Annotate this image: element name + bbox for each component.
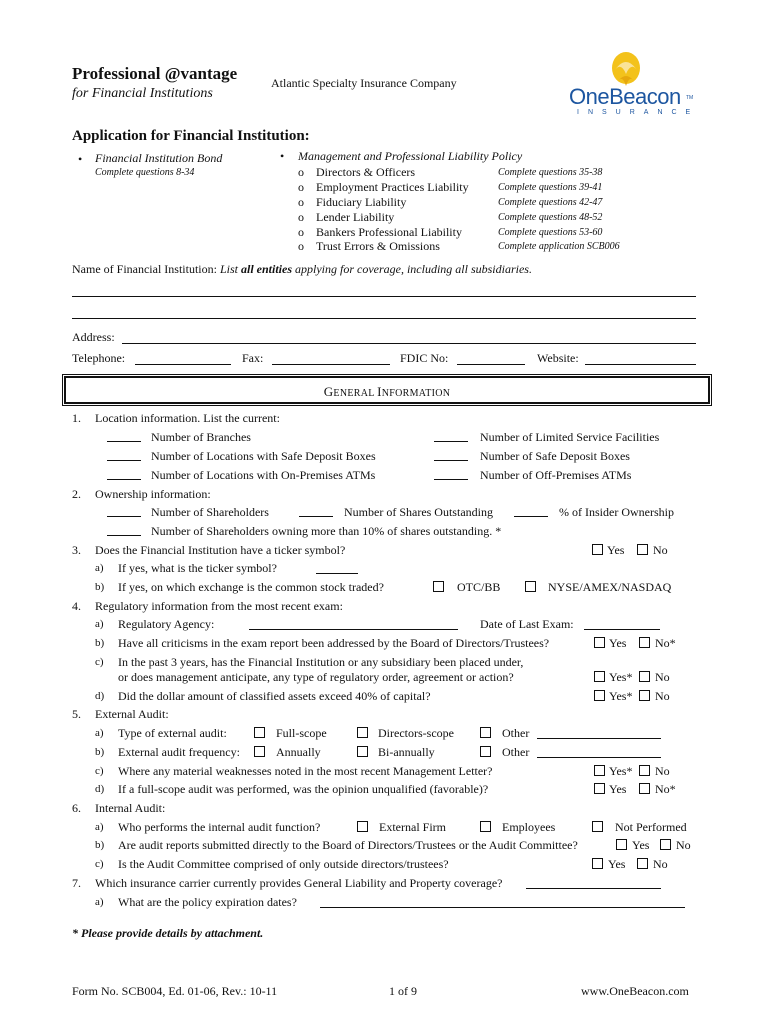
nyse-label: NYSE/AMEX/NASDAQ — [548, 580, 672, 594]
q4c-no-label: No — [655, 670, 670, 684]
q4c-yes-label: Yes* — [609, 670, 633, 684]
directors-scope-label: Directors-scope — [378, 726, 454, 740]
q5c-label: c) — [95, 765, 104, 777]
nyse-checkbox[interactable] — [525, 581, 536, 592]
shareholders-field[interactable] — [107, 516, 141, 517]
q4a-label: a) — [95, 618, 104, 630]
q4d-label: d) — [95, 690, 105, 702]
q4b-yes-checkbox[interactable] — [594, 637, 605, 648]
bond-label: Financial Institution Bond — [95, 151, 223, 165]
q4d-no-label: No — [655, 689, 670, 703]
name-label: Name of Financial Institution: — [72, 262, 217, 276]
expiration-dates-field[interactable] — [320, 907, 685, 908]
insider-label: % of Insider Ownership — [559, 505, 674, 519]
q6b-no-label: No — [676, 838, 691, 852]
external-firm-label: External Firm — [379, 820, 446, 834]
policy-name: Trust Errors & Omissions — [316, 239, 440, 253]
telephone-field[interactable] — [135, 364, 231, 365]
safe-deposit-locations-field[interactable] — [107, 460, 141, 461]
q5a-text: Type of external audit: — [118, 726, 227, 740]
q4-number: 4. — [72, 599, 81, 613]
q5c-text: Where any material weaknesses noted in the most recent Management Letter? — [118, 764, 493, 778]
q5b-text: External audit frequency: — [118, 745, 240, 759]
q2-text: Ownership information: — [95, 487, 211, 501]
q4b-yes-label: Yes — [609, 636, 627, 650]
q4b-label: b) — [95, 637, 105, 649]
annually-checkbox[interactable] — [254, 746, 265, 757]
q7a-label: a) — [95, 896, 104, 908]
q4c-yes-checkbox[interactable] — [594, 671, 605, 682]
policy-name: Fiduciary Liability — [316, 195, 407, 209]
logo-text: OneBeacon — [569, 84, 681, 109]
title-part: G — [323, 384, 334, 399]
safe-deposit-locations-label: Number of Locations with Safe Deposit Boxes — [151, 449, 376, 463]
name-field-line-2[interactable] — [72, 318, 696, 319]
policy-row — [298, 239, 440, 254]
safe-boxes-label: Number of Safe Deposit Boxes — [480, 449, 630, 463]
page-number: 1 of 9 — [389, 984, 417, 998]
q6b-no-checkbox[interactable] — [660, 839, 671, 850]
application-heading: Application for Financial Institution: — [72, 128, 310, 144]
regulatory-agency-field[interactable] — [249, 629, 458, 630]
name-instruction — [72, 262, 532, 277]
name-field-line-1[interactable] — [72, 296, 696, 297]
exam-date-label: Date of Last Exam: — [480, 617, 574, 631]
q5d-yes-label: Yes — [609, 782, 627, 796]
fax-field[interactable] — [272, 364, 390, 365]
policy-name: Directors & Officers — [316, 165, 416, 179]
name-instr-post: applying for coverage, including all subsidiaries. — [295, 262, 532, 276]
other-scope-field[interactable] — [537, 738, 661, 739]
q6b-yes-label: Yes — [632, 838, 650, 852]
q2-number: 2. — [72, 487, 81, 501]
policy-questions: Complete questions 39-41 — [498, 182, 603, 193]
full-scope-label: Full-scope — [276, 726, 327, 740]
address-label: Address: — [72, 330, 115, 344]
q3a-label: a) — [95, 562, 104, 574]
q7-number: 7. — [72, 876, 81, 890]
circle-bullet-icon: o — [298, 180, 304, 194]
circle-bullet-icon: o — [298, 210, 304, 224]
q3-no-label: No — [653, 543, 668, 557]
attachment-note: * Please provide details by attachment. — [72, 926, 264, 940]
q3a-text: If yes, what is the ticker symbol? — [118, 561, 277, 575]
q6a-label: a) — [95, 821, 104, 833]
policy-row — [298, 180, 469, 195]
ten-percent-label: Number of Shareholders owning more than 10% of shares outstanding. * — [151, 524, 502, 538]
shares-field[interactable] — [299, 516, 333, 517]
q4d-yes-checkbox[interactable] — [594, 690, 605, 701]
otc-label: OTC/BB — [457, 580, 501, 594]
other-scope-label: Other — [502, 726, 530, 740]
policy-row — [298, 225, 462, 240]
q5c-no-label: No — [655, 764, 670, 778]
brand-subtitle: for Financial Institutions — [72, 86, 213, 101]
q4d-text: Did the dollar amount of classified assets exceed 40% of capital? — [118, 689, 431, 703]
circle-bullet-icon: o — [298, 195, 304, 209]
policy-name: Bankers Professional Liability — [316, 225, 462, 239]
bullet-icon: • — [78, 152, 83, 166]
employees-checkbox[interactable] — [480, 821, 491, 832]
title-part: I — [377, 384, 382, 399]
other-frequency-label: Other — [502, 745, 530, 759]
fax-label: Fax: — [242, 351, 264, 365]
general-information-banner — [64, 376, 710, 404]
not-performed-label: Not Performed — [615, 820, 687, 834]
telephone-label: Telephone: — [72, 351, 126, 365]
policy-name: Employment Practices Liability — [316, 180, 469, 194]
q4c-no-checkbox[interactable] — [639, 671, 650, 682]
circle-bullet-icon: o — [298, 239, 304, 253]
q3b-label: b) — [95, 581, 105, 593]
q4c-text-2: or does management anticipate, any type of regulatory order, agreement or action? — [118, 670, 514, 684]
form-number: Form No. SCB004, Ed. 01-06, Rev.: 10-11 — [72, 984, 278, 998]
q3-yes-checkbox[interactable] — [592, 544, 603, 555]
q7a-text: What are the policy expiration dates? — [118, 895, 297, 909]
bi-annually-label: Bi-annually — [378, 745, 435, 759]
name-instr-pre: List — [219, 262, 238, 276]
q5d-text: If a full-scope audit was performed, was the opinion unqualified (favorable)? — [118, 782, 489, 796]
external-firm-checkbox[interactable] — [357, 821, 368, 832]
circle-bullet-icon: o — [298, 165, 304, 179]
limited-field[interactable] — [434, 441, 468, 442]
q3-number: 3. — [72, 543, 81, 557]
section-title — [66, 384, 708, 400]
q4d-yes-label: Yes* — [609, 689, 633, 703]
policy-row — [298, 165, 416, 180]
bond-questions: Complete questions 8-34 — [95, 167, 195, 178]
mgmt-label: Management and Professional Liability Policy — [298, 149, 523, 163]
off-premises-atms-field[interactable] — [434, 479, 468, 480]
q4-text: Regulatory information from the most recent exam: — [95, 599, 343, 613]
q7-text: Which insurance carrier currently provides General Liability and Property coverage? — [95, 876, 503, 890]
policy-questions: Complete questions 42-47 — [498, 197, 603, 208]
q1-text: Location information. List the current: — [95, 411, 280, 425]
branches-label: Number of Branches — [151, 430, 251, 444]
q3b-text: If yes, on which exchange is the common stock traded? — [118, 580, 384, 594]
address-field[interactable] — [122, 343, 696, 344]
other-frequency-field[interactable] — [537, 757, 661, 758]
q3-no-checkbox[interactable] — [637, 544, 648, 555]
q6b-text: Are audit reports submitted directly to the Board of Directors/Trustees or the Audit Committee? — [118, 838, 578, 852]
policy-questions: Complete questions 35-38 — [498, 167, 603, 178]
q5d-no-checkbox[interactable] — [639, 783, 650, 794]
q5-text: External Audit: — [95, 707, 169, 721]
policy-questions: Complete questions 53-60 — [498, 227, 603, 238]
q5a-label: a) — [95, 727, 104, 739]
website-label: Website: — [537, 351, 579, 365]
onebeacon-logo — [565, 50, 705, 120]
ticker-field[interactable] — [316, 573, 358, 574]
q4a-text: Regulatory Agency: — [118, 617, 215, 631]
title-part: ENERAL — [333, 388, 378, 399]
q6a-text: Who performs the internal audit function? — [118, 820, 321, 834]
policy-questions: Complete application SCB006 — [498, 241, 620, 252]
name-instr-bold: all entities — [241, 262, 292, 276]
policy-row — [298, 195, 407, 210]
q5d-label: d) — [95, 783, 105, 795]
q6c-yes-label: Yes — [608, 857, 626, 871]
q5-number: 5. — [72, 707, 81, 721]
logo-tm: TM — [686, 95, 694, 101]
website-link[interactable]: www.OneBeacon.com — [581, 984, 689, 998]
otc-checkbox[interactable] — [433, 581, 444, 592]
q1-number: 1. — [72, 411, 81, 425]
q6c-no-label: No — [653, 857, 668, 871]
policy-questions: Complete questions 48-52 — [498, 212, 603, 223]
not-performed-checkbox[interactable] — [592, 821, 603, 832]
fdic-label: FDIC No: — [400, 351, 449, 365]
q6c-yes-checkbox[interactable] — [592, 858, 603, 869]
q5d-yes-checkbox[interactable] — [594, 783, 605, 794]
off-premises-atms-label: Number of Off-Premises ATMs — [480, 468, 632, 482]
bi-annually-checkbox[interactable] — [357, 746, 368, 757]
ten-percent-field[interactable] — [107, 535, 141, 536]
shareholders-label: Number of Shareholders — [151, 505, 269, 519]
shares-label: Number of Shares Outstanding — [344, 505, 493, 519]
insider-field[interactable] — [514, 516, 548, 517]
title-part: NFORMATION — [381, 388, 451, 399]
annually-label: Annually — [276, 745, 321, 759]
policy-name: Lender Liability — [316, 210, 395, 224]
brand-title: Professional @vantage — [72, 64, 238, 83]
employees-label: Employees — [502, 820, 556, 834]
on-premises-atms-field[interactable] — [107, 479, 141, 480]
q3-yes-label: Yes — [607, 543, 625, 557]
fdic-field[interactable] — [457, 364, 525, 365]
q6c-no-checkbox[interactable] — [637, 858, 648, 869]
other-scope-checkbox[interactable] — [480, 727, 491, 738]
q5c-no-checkbox[interactable] — [639, 765, 650, 776]
q6c-label: c) — [95, 858, 104, 870]
limited-label: Number of Limited Service Facilities — [480, 430, 660, 444]
q6c-text: Is the Audit Committee comprised of only outside directors/trustees? — [118, 857, 449, 871]
branches-field[interactable] — [107, 441, 141, 442]
q5c-yes-checkbox[interactable] — [594, 765, 605, 776]
website-field[interactable] — [585, 364, 696, 365]
logo-sub: INSURANCE — [577, 109, 700, 116]
q5c-yes-label: Yes* — [609, 764, 633, 778]
directors-scope-checkbox[interactable] — [357, 727, 368, 738]
circle-bullet-icon: o — [298, 225, 304, 239]
q4d-no-checkbox[interactable] — [639, 690, 650, 701]
bullet-icon: • — [280, 149, 285, 163]
q5b-label: b) — [95, 746, 105, 758]
q6-text: Internal Audit: — [95, 801, 166, 815]
q4b-no-label: No* — [655, 636, 676, 650]
q4b-text: Have all criticisms in the exam report been addressed by the Board of Directors/Trustees? — [118, 636, 550, 650]
q6-number: 6. — [72, 801, 81, 815]
q5d-no-label: No* — [655, 782, 676, 796]
other-frequency-checkbox[interactable] — [480, 746, 491, 757]
q6b-label: b) — [95, 839, 105, 851]
q4c-text-1: In the past 3 years, has the Financial Institution or any subsidiary been placed under, — [118, 655, 524, 669]
q4c-label: c) — [95, 656, 104, 668]
q3-text: Does the Financial Institution have a ticker symbol? — [95, 543, 346, 557]
company-name: Atlantic Specialty Insurance Company — [271, 76, 457, 90]
safe-boxes-field[interactable] — [434, 460, 468, 461]
carrier-field[interactable] — [526, 888, 661, 889]
q6b-yes-checkbox[interactable] — [616, 839, 627, 850]
exam-date-field[interactable] — [584, 629, 660, 630]
on-premises-atms-label: Number of Locations with On-Premises ATMs — [151, 468, 376, 482]
full-scope-checkbox[interactable] — [254, 727, 265, 738]
q4b-no-checkbox[interactable] — [639, 637, 650, 648]
policy-row — [298, 210, 395, 225]
